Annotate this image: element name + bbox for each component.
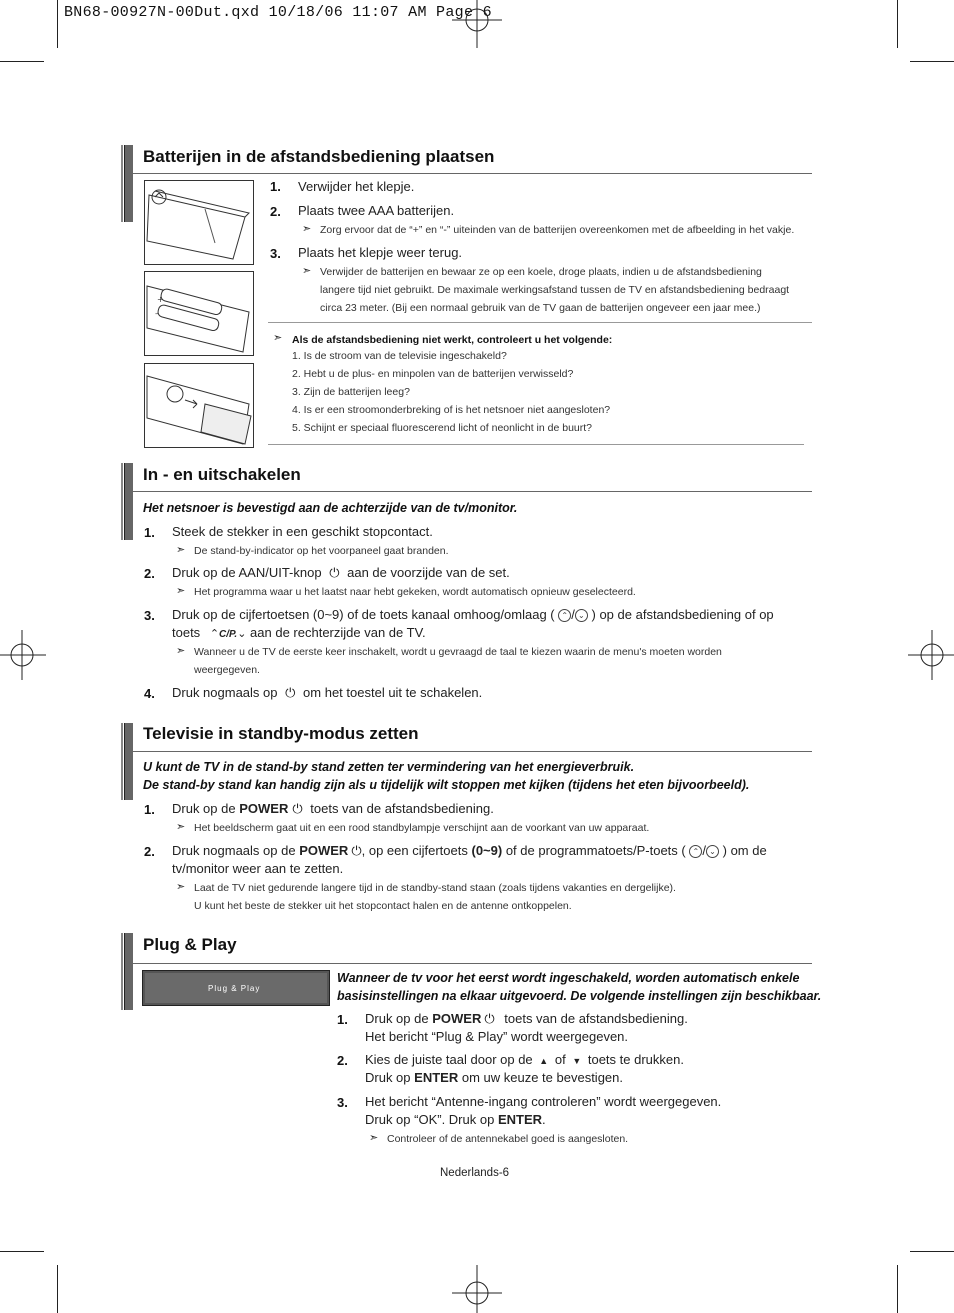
power-icon: ⏻ bbox=[351, 843, 362, 858]
arrow-down-icon: ▼ bbox=[572, 1056, 582, 1066]
section-bar bbox=[124, 145, 133, 222]
note-text: De stand-by-indicator op het voorpaneel gaat branden. bbox=[194, 545, 449, 557]
section-bar bbox=[124, 723, 133, 800]
step-text: Plaats twee AAA batterijen. bbox=[298, 203, 455, 218]
channel-up-icon: ⌃ bbox=[209, 628, 220, 640]
registration-mark-bottom bbox=[452, 1265, 502, 1313]
note-text: Wanneer u de TV de eerste keer inschakelt, wordt u gevraagd de taal te kiezen waarin de menu's moeten worden bbox=[194, 646, 722, 658]
step-text: tv/monitor weer aan te zetten. bbox=[172, 861, 344, 876]
channel-up-icon: ⌃ bbox=[689, 845, 702, 858]
note-text: circa 23 meter. (Bij een normaal gebruik van de TV gaan de batterijen ongeveer een jaar mee.) bbox=[320, 302, 761, 314]
check-item: 3. Zijn de batterijen leeg? bbox=[292, 386, 410, 398]
note-arrow-icon: ➣ bbox=[369, 1132, 379, 1144]
note-arrow-icon: ➣ bbox=[273, 332, 283, 344]
power-icon: ⏻ bbox=[292, 801, 303, 816]
registration-mark-right bbox=[908, 630, 954, 680]
channel-down-icon: ⌄ bbox=[237, 628, 247, 640]
note-text: U kunt het beste de stekker uit het stopcontact halen en de antenne ontkoppelen. bbox=[194, 900, 572, 912]
plug-play-screen bbox=[142, 970, 330, 1006]
arrow-up-icon: ▲ bbox=[539, 1056, 549, 1066]
step-number: 2. bbox=[144, 844, 155, 859]
step-text: Druk op de POWER ⏻ toets van de afstandsbediening. bbox=[365, 1011, 688, 1026]
section-intro: basisinstellingen na elkaar uitgevoerd. De volgende instellingen zijn beschikbaar. bbox=[337, 989, 822, 1003]
crop-mark bbox=[897, 1265, 898, 1313]
step-text: Het bericht “Antenne-ingang controleren” wordt weergegeven. bbox=[365, 1094, 722, 1109]
channel-up-icon: ⌃ bbox=[558, 609, 571, 622]
step-text: toets ⌃C/P.⌄ aan de rechterzijde van de TV. bbox=[172, 625, 426, 640]
note-text: Zorg ervoor dat de “+” en “-” uiteinden van de batterijen overeenkomen met de afbeelding in het vakje. bbox=[320, 224, 795, 236]
step-text: Druk nogmaals op de POWER ⏻, op een cijfertoets (0~9) of de programmatoets/P-toets ( ⌃ / ⌄ ) om de bbox=[172, 843, 767, 858]
remote-open-cover-image bbox=[144, 180, 254, 265]
note-text: Controleer of de antennekabel goed is aangesloten. bbox=[387, 1133, 629, 1145]
page-number: Nederlands-6 bbox=[440, 1167, 510, 1179]
section-bar bbox=[124, 463, 133, 540]
note-arrow-icon: ➣ bbox=[302, 265, 312, 277]
crop-mark bbox=[0, 61, 44, 62]
svg-text:–: – bbox=[155, 309, 159, 318]
svg-text:+: + bbox=[157, 295, 164, 304]
channel-down-icon: ⌄ bbox=[706, 845, 719, 858]
plug-play-screen-inner bbox=[145, 973, 327, 1003]
note-arrow-icon: ➣ bbox=[176, 544, 186, 556]
section-rule bbox=[130, 751, 812, 752]
crop-mark bbox=[57, 0, 58, 48]
remote-close-cover-image bbox=[144, 363, 254, 448]
step-text: Druk nogmaals op ⏻ om het toestel uit te schakelen. bbox=[172, 685, 483, 700]
note-arrow-icon: ➣ bbox=[176, 821, 186, 833]
note-arrow-icon: ➣ bbox=[176, 585, 186, 597]
note-text: Het programma waar u het laatst naar hebt gekeken, wordt automatisch opnieuw geselecteerd. bbox=[194, 586, 636, 598]
section-rule bbox=[130, 963, 812, 964]
registration-mark-top bbox=[452, 0, 502, 48]
power-icon: ⏻ bbox=[285, 685, 296, 700]
step-number: 1. bbox=[270, 179, 281, 194]
step-text: Druk op ENTER om uw keuze te bevestigen. bbox=[365, 1070, 623, 1085]
step-number: 3. bbox=[144, 608, 155, 623]
check-item: 1. Is de stroom van de televisie ingeschakeld? bbox=[292, 350, 507, 362]
note-arrow-icon: ➣ bbox=[302, 223, 312, 235]
step-text: Kies de juiste taal door op de ▲ of ▼ toets te drukken. bbox=[365, 1052, 684, 1067]
step-number: 2. bbox=[270, 204, 281, 219]
check-item: 4. Is er een stroomonderbreking of is het netsnoer niet aangesloten? bbox=[292, 404, 611, 416]
step-number: 4. bbox=[144, 686, 155, 701]
step-text: Druk op de POWER ⏻ toets van de afstandsbediening. bbox=[172, 801, 494, 816]
section-intro: De stand-by stand kan handig zijn als u tijdelijk wilt stoppen met kijken (tijdens het eten bijvoorbeeld). bbox=[143, 778, 750, 792]
crop-mark bbox=[910, 1251, 954, 1252]
step-text: Plaats het klepje weer terug. bbox=[298, 245, 463, 260]
divider bbox=[268, 322, 812, 323]
section-title-power: In - en uitschakelen bbox=[143, 465, 301, 484]
check-item: 5. Schijnt er speciaal fluorescerend licht of neonlicht in de buurt? bbox=[292, 422, 593, 434]
power-icon: ⏻ bbox=[484, 1011, 495, 1026]
step-text: Verwijder het klepje. bbox=[298, 179, 415, 194]
plug-play-screen-label: Plug & Play bbox=[208, 984, 261, 993]
section-rule bbox=[130, 173, 812, 174]
divider bbox=[268, 444, 804, 445]
crop-mark bbox=[0, 1251, 44, 1252]
step-number: 3. bbox=[337, 1095, 348, 1110]
power-icon: ⏻ bbox=[329, 565, 340, 580]
note-text: Verwijder de batterijen en bewaar ze op een koele, droge plaats, indien u de afstandsbediening bbox=[320, 266, 762, 278]
crop-mark bbox=[910, 61, 954, 62]
step-text: Druk op de cijfertoetsen (0~9) of de toets kanaal omhoog/omlaag ( ⌃ / ⌄ ) op de afstandsbediening of op bbox=[172, 607, 774, 622]
step-number: 2. bbox=[144, 566, 155, 581]
crop-mark bbox=[57, 1265, 58, 1313]
step-text: Het bericht “Plug & Play” wordt weergegeven. bbox=[365, 1029, 629, 1044]
section-intro: U kunt de TV in de stand-by stand zetten ter vermindering van het energieverbruik. bbox=[143, 760, 635, 774]
step-text: Druk op “OK”. Druk op ENTER. bbox=[365, 1112, 546, 1127]
section-title-batteries: Batterijen in de afstandsbediening plaatsen bbox=[143, 147, 495, 166]
step-number: 2. bbox=[337, 1053, 348, 1068]
note-text: weergegeven. bbox=[194, 664, 260, 676]
crop-mark bbox=[897, 0, 898, 48]
channel-down-icon: ⌄ bbox=[575, 609, 588, 622]
section-title-plug-play: Plug & Play bbox=[143, 935, 237, 954]
note-text: Het beeldscherm gaat uit en een rood standbylampje verschijnt aan de voorkant van uw apparaat. bbox=[194, 822, 650, 834]
note-arrow-icon: ➣ bbox=[176, 645, 186, 657]
registration-mark-left bbox=[0, 630, 46, 680]
check-item: 2. Hebt u de plus- en minpolen van de batterijen verwisseld? bbox=[292, 368, 574, 380]
step-number: 1. bbox=[337, 1012, 348, 1027]
step-number: 1. bbox=[144, 802, 155, 817]
step-text: Druk op de AAN/UIT-knop ⏻ aan de voorzijde van de set. bbox=[172, 565, 510, 580]
section-rule bbox=[130, 491, 812, 492]
note-arrow-icon: ➣ bbox=[176, 881, 186, 893]
section-bar bbox=[124, 933, 133, 1010]
note-text: langere tijd niet gebruikt. De maximale werkingsafstand tussen de TV en afstandsbediening bedraagt bbox=[320, 284, 790, 296]
section-intro: Het netsnoer is bevestigd aan de achterzijde van de tv/monitor. bbox=[143, 501, 518, 515]
note-text: Laat de TV niet gedurende langere tijd in de standby-stand staan (zoals tijdens vakanties en dergelijke). bbox=[194, 882, 676, 894]
step-number: 3. bbox=[270, 246, 281, 261]
remote-insert-batteries-image bbox=[144, 271, 254, 356]
check-title: Als de afstandsbediening niet werkt, controleert u het volgende: bbox=[292, 334, 613, 346]
section-intro: Wanneer de tv voor het eerst wordt ingeschakeld, worden automatisch enkele bbox=[337, 971, 800, 985]
step-number: 1. bbox=[144, 525, 155, 540]
section-title-standby: Televisie in standby-modus zetten bbox=[143, 724, 419, 743]
file-header: BN68-00927N-00Dut.qxd 10/18/06 11:07 AM Page 6 bbox=[64, 4, 492, 21]
step-text: Steek de stekker in een geschikt stopcontact. bbox=[172, 524, 433, 539]
